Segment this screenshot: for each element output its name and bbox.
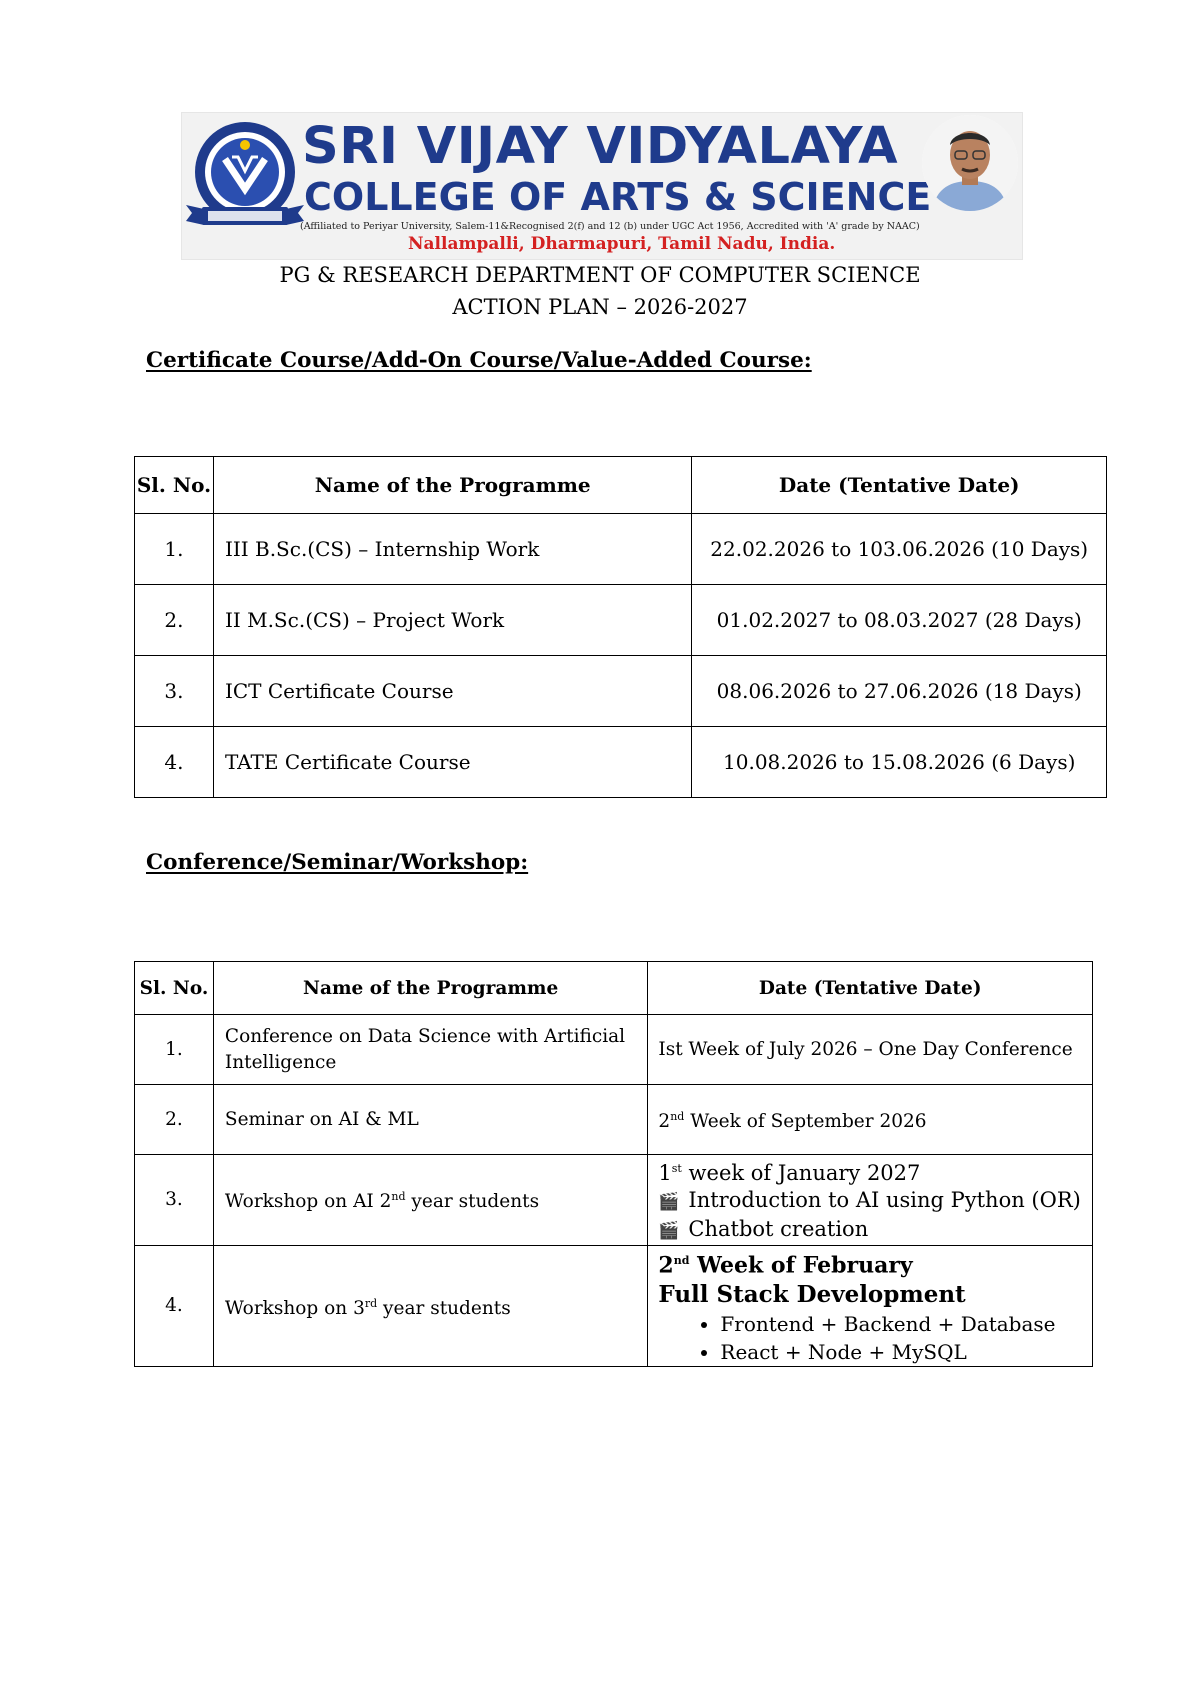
college-name: SRI VIJAY VIDYALAYA	[302, 117, 899, 176]
row-programme: III B.Sc.(CS) – Internship Work	[213, 514, 691, 585]
row-sl: 3.	[135, 656, 214, 727]
row-sl: 2.	[135, 585, 214, 656]
table-row	[135, 656, 1107, 727]
row-programme: Workshop on AI 2nd year students	[213, 1155, 647, 1246]
action-plan-heading: ACTION PLAN – 2026-2027	[452, 295, 748, 319]
table-row	[135, 1085, 1093, 1155]
events-header-row	[135, 962, 1093, 1015]
header-sl-no: Sl. No.	[135, 457, 214, 514]
table-row	[135, 1246, 1093, 1367]
option-item: 🎬 Chatbot creation	[658, 1216, 1092, 1245]
workshop-week: 2nd Week of February	[658, 1252, 913, 1279]
table-row	[135, 585, 1107, 656]
affiliation-note: (Affiliated to Periyar University, Salem-11&Recognised 2(f) and 12 (b) under UGC Act 1956, Accredited with 'A' grade by NAAC)	[300, 221, 920, 232]
row-date	[648, 1155, 1093, 1246]
row-sl: 4.	[135, 727, 214, 798]
college-location: Nallampalli, Dharmapuri, Tamil Nadu, India.	[408, 234, 836, 254]
row-programme: ICT Certificate Course	[213, 656, 691, 727]
seal-ribbon	[184, 199, 306, 229]
row-date: 10.08.2026 to 15.08.2026 (6 Days)	[692, 727, 1107, 798]
row-date: 22.02.2026 to 103.06.2026 (10 Days)	[692, 514, 1107, 585]
college-banner	[181, 112, 1023, 260]
row-date: 2nd Week of September 2026	[648, 1085, 1093, 1155]
table-row	[135, 1015, 1093, 1085]
college-subtitle: COLLEGE OF ARTS & SCIENCE	[304, 175, 932, 219]
table-row	[135, 727, 1107, 798]
row-programme: Conference on Data Science with Artificial Intelligence	[213, 1015, 647, 1085]
table-row	[135, 1155, 1093, 1246]
row-programme: II M.Sc.(CS) – Project Work	[213, 585, 691, 656]
row-sl: 1.	[135, 1015, 214, 1085]
row-programme: TATE Certificate Course	[213, 727, 691, 798]
row-sl: 3.	[135, 1155, 214, 1246]
header-programme: Name of the Programme	[213, 457, 691, 514]
row-date: Ist Week of July 2026 – One Day Conference	[648, 1015, 1093, 1085]
events-table	[134, 961, 1093, 1367]
header-sl-no: Sl. No.	[135, 962, 214, 1015]
list-item: • Frontend + Backend + Database	[720, 1310, 1092, 1338]
row-date: 01.02.2027 to 08.03.2027 (28 Days)	[692, 585, 1107, 656]
clapperboard-icon: 🎬	[658, 1221, 680, 1241]
events-section-title: Conference/Seminar/Workshop:	[146, 850, 529, 875]
row-sl: 1.	[135, 514, 214, 585]
row-date: 08.06.2026 to 27.06.2026 (18 Days)	[692, 656, 1107, 727]
header-programme: Name of the Programme	[213, 962, 647, 1015]
tech-bullet-list	[658, 1310, 1092, 1366]
department-heading: PG & RESEARCH DEPARTMENT OF COMPUTER SCIENCE	[279, 263, 921, 287]
person-photo	[922, 115, 1018, 211]
header-date: Date (Tentative Date)	[648, 962, 1093, 1015]
header-date: Date (Tentative Date)	[692, 457, 1107, 514]
row-sl: 2.	[135, 1085, 214, 1155]
courses-table	[134, 456, 1107, 798]
row-sl: 4.	[135, 1246, 214, 1367]
list-item: • React + Node + MySQL	[720, 1338, 1092, 1366]
workshop-week: 1st week of January 2027	[658, 1161, 921, 1185]
workshop-topic: Full Stack Development	[658, 1281, 966, 1309]
row-programme: Workshop on 3rd year students	[213, 1246, 647, 1367]
clapperboard-icon: 🎬	[658, 1192, 680, 1212]
row-programme: Seminar on AI & ML	[213, 1085, 647, 1155]
courses-header-row	[135, 457, 1107, 514]
courses-section-title: Certificate Course/Add-On Course/Value-Added Course:	[146, 348, 812, 373]
option-item: 🎬 Introduction to AI using Python (OR)	[658, 1187, 1092, 1216]
row-date	[648, 1246, 1093, 1367]
table-row	[135, 514, 1107, 585]
